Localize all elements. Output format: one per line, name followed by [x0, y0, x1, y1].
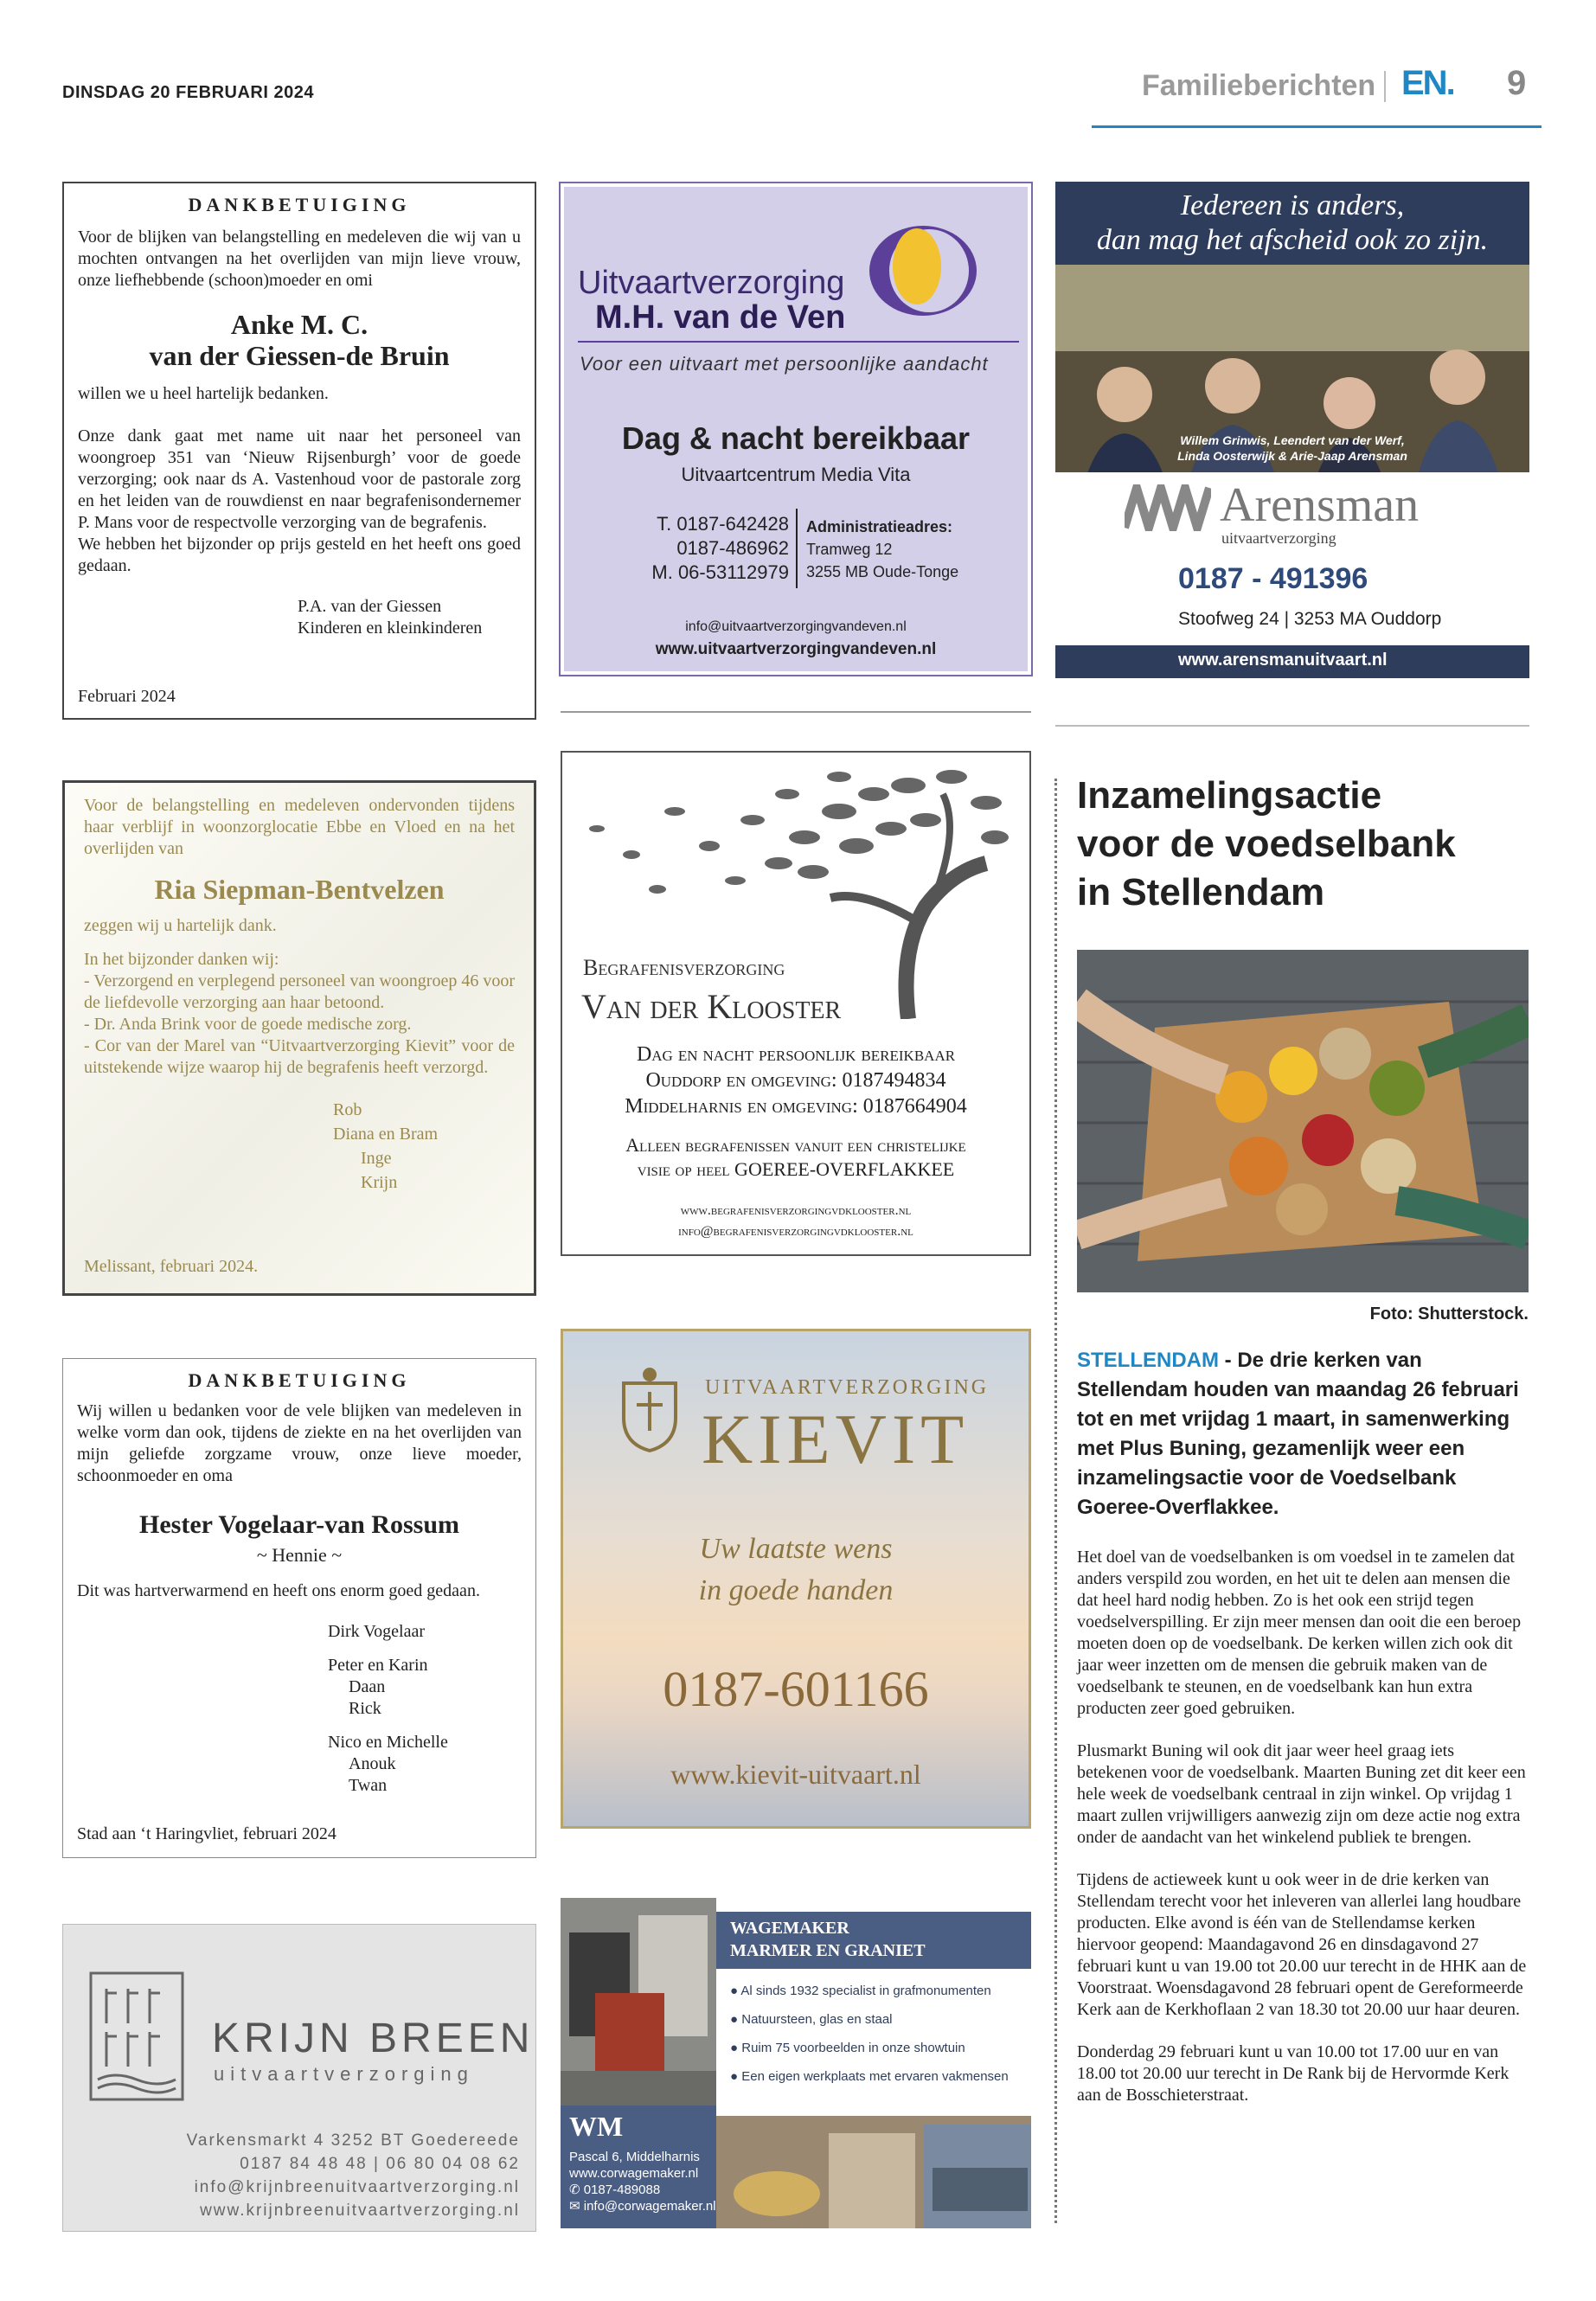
phone: M. 06-53112979 — [651, 561, 789, 583]
bullet-item: ● Natuursteen, glas en staal — [730, 2012, 893, 2027]
wagemaker-logo-icon: WM — [569, 2111, 624, 2142]
slogan-line: in goede handen — [698, 1574, 894, 1606]
column-divider — [1055, 725, 1529, 727]
paragraph: Het doel van de voedselbanken is om voedsel in te zamelen dat anders verspild zou worden, en het uit te delen aan mensen die dat heel hard nodig hebben. Zo is het ook een strijd tegen voedselverspilling. Er zijn meer mensen dan ooit die een beroep moeten doen op de voedselbank. De kerken willen zich ook dit jaar weer inzetten om de mensen die gebruik maken van de voedselbank te steunen, en de voedselbank kan hun extra producten zeer goed gebruiken. — [1077, 1548, 1522, 1718]
deceased-name: Ria Siepman-Bentvelzen — [154, 874, 445, 905]
notice-date: Melissant, februari 2024. — [84, 1257, 259, 1276]
signer: Peter en Karin — [328, 1656, 428, 1675]
signer: Dirk Vogelaar — [328, 1622, 426, 1641]
signer: Anouk — [349, 1754, 396, 1773]
bullet-item: ● Al sinds 1932 specialist in grafmonumenten — [730, 1984, 991, 1998]
kievit-crest-icon — [615, 1366, 684, 1452]
address: Stoofweg 24 | 3253 MA Ouddorp — [1178, 609, 1442, 629]
slogan-line: dan mag het afscheid ook zo zijn. — [1096, 224, 1489, 256]
website-link[interactable]: www.arensmanuitvaart.nl — [1178, 651, 1388, 670]
team-caption — [1055, 433, 1529, 464]
signer: Krijn — [361, 1173, 398, 1192]
thanks-item: - Cor van der Marel van “Uitvaartverzorging Kievit” voor de uitstekende wijze waarop hij de begrafenis heeft verzorgd. — [84, 1036, 515, 1077]
headline-line: in Stellendam — [1077, 871, 1325, 913]
signer: Inge — [361, 1149, 392, 1168]
website-link[interactable]: www.corwagemaker.nl — [569, 2166, 699, 2181]
dateline: STELLENDAM — [1077, 1349, 1219, 1372]
phone-divider — [796, 509, 798, 588]
deceased-name: Hester Vogelaar-van Rossum — [139, 1510, 459, 1539]
column-rule — [1054, 779, 1057, 2223]
bullet-item: ● Ruim 75 voorbeelden in onze showtuin — [730, 2041, 965, 2055]
article-lead — [1077, 1346, 1529, 1522]
statement — [562, 1133, 1029, 1182]
notice-special: In het bijzonder danken wij: — [84, 950, 279, 969]
phone[interactable]: 0187 - 491396 — [1178, 562, 1368, 595]
phone: T. 0187-642428 — [657, 513, 789, 535]
notice-dankbetuiging-siepman — [62, 780, 536, 1296]
slogan-line: Iedereen is anders, — [1180, 189, 1405, 221]
brand-top: UITVAARTVERZORGING — [705, 1376, 990, 1399]
arensman-logo-icon — [1125, 484, 1211, 531]
notice-body-2: We hebben het bijzonder op prijs gesteld en het heeft ons goed gedaan. — [78, 535, 521, 575]
thanks-item: - Dr. Anda Brink voor de goede medische zorg. — [84, 1015, 412, 1034]
ad-kievit — [561, 1329, 1031, 1829]
notice-intro: Voor de belangstelling en medeleven ondervonden tijdens haar verblijf in woonzorglocatie Ebbe en Vloed en na het overlijden van — [84, 796, 515, 858]
title-line: MARMER EN GRANIET — [730, 1941, 926, 1960]
signer: Kinderen en kleinkinderen — [298, 619, 483, 638]
email[interactable]: ✉ info@corwagemaker.nl — [569, 2199, 716, 2214]
headline-line: voor de voedselbank — [1077, 823, 1456, 865]
column-divider — [561, 711, 1031, 713]
phone: Middelharnis en omgeving: 0187664904 — [625, 1095, 967, 1118]
headline-line: Inzamelingsactie — [1077, 774, 1382, 817]
tagline: Voor een uitvaart met persoonlijke aandacht — [580, 353, 989, 375]
notice-thanks: zeggen wij u hartelijk dank. — [84, 916, 277, 935]
notice-dankbetuiging-vogelaar — [62, 1358, 536, 1858]
brand-rule — [578, 341, 1019, 343]
signer: Rick — [349, 1699, 381, 1718]
brand-name: KIEVIT — [702, 1400, 970, 1478]
thanks-item: - Verzorgend en verplegend personeel van woongroep 46 voor de liefdevolle verzorging aan haar betoond. — [84, 971, 515, 1012]
contact — [562, 1201, 1029, 1242]
phone-block — [616, 512, 789, 585]
statement-line: Alleen begrafenissen vanuit een christelijke — [625, 1134, 966, 1156]
brand-name: Uitvaartverzorging — [578, 265, 845, 301]
phone[interactable]: 0187 84 48 48 | 06 80 04 08 62 — [240, 2155, 520, 2173]
phone: 0187-486962 — [676, 537, 789, 559]
ad-van-der-klooster — [561, 751, 1031, 1256]
brand-subtitle: uitvaartverzorging — [214, 2063, 474, 2085]
notice-intro: Wij willen u bedanken voor de vele blijken van medeleven in welke vorm dan ook, tijdens de ziekte en na het overlijden van mijn geliefde zorgzame vrouw, onze lieve moeder, schoonmoeder en oma — [77, 1401, 522, 1485]
article-body — [1077, 1547, 1529, 2106]
availability — [562, 1042, 1029, 1119]
ad-arensman — [1055, 182, 1529, 678]
notice-date: Februari 2024 — [78, 687, 176, 706]
slogan — [563, 1529, 1029, 1612]
address-block — [806, 516, 958, 583]
notice-body: Dit was hartverwarmend en heeft ons enorm goed gedaan. — [77, 1581, 480, 1600]
brand-title — [730, 1917, 926, 1962]
website-link[interactable]: www.uitvaartverzorgingvandeven.nl — [655, 640, 937, 658]
signer: P.A. van der Giessen — [298, 597, 442, 616]
ad-wagemaker — [561, 1898, 1031, 2228]
brand-name-2: Van der Klooster — [581, 987, 842, 1026]
notice-title: DANKBETUIGING — [188, 194, 411, 215]
paragraph: Plusmarkt Buning wil ook dit jaar weer heel graag iets betekenen voor de voedselbank. Maarten Buning zet dit keer een hele week de voedselbank centraal in zijn winkel. Op vrijdag 1 maart zullen vrijwilligers aanwezig zijn om deze actie nog extra onder de aandacht van het winkelend publiek te brengen. — [1077, 1741, 1526, 1847]
workshop-photo — [716, 2116, 1031, 2228]
signers — [328, 1621, 522, 1797]
article-photo — [1077, 950, 1529, 1292]
signer: Daan — [349, 1677, 386, 1696]
notice-body: Onze dank gaat met name uit naar het personeel van woongroep 351 van ‘Nieuw Rijsenburgh’ voor de goede verzorging; ook naar ds A. Vastenhoud voor de pastorale zorg en het leiden van de rouwdienst en naar begrafenisondernemer P. Mans voor de respectvolle verzorging van de begrafenis. — [78, 426, 521, 532]
email[interactable]: info@begrafenisverzorgingvdklooster.nl — [678, 1224, 913, 1239]
website-link[interactable]: www.kievit-uitvaart.nl — [670, 1759, 921, 1790]
notice-date: Stad aan ‘t Haringvliet, februari 2024 — [77, 1824, 337, 1843]
contact — [569, 2149, 716, 2214]
title-line: WAGEMAKER — [730, 1919, 849, 1938]
ad-van-de-ven — [561, 183, 1031, 675]
website-link[interactable]: www.begrafenisverzorgingvdklooster.nl — [680, 1203, 912, 1218]
photo-credit: Foto: Shutterstock. — [1369, 1304, 1529, 1324]
issue-date: DINSDAG 20 FEBRUARI 2024 — [62, 83, 314, 102]
paragraph: Tijdens de actieweek kunt u ook weer in de drie kerken van Stellendam terecht voor het inleveren van allerlei lang houdbare producten. Elke avond is één van de Stellendamse kerken hiervoor geopend: Maandagavond 26 en dinsdagavond 27 februari kunt u van 19.00 tot 20.00 uur terecht in de HHK aan de Voorstraat. Woensdagavond 28 februari opent de Gereformeerde Kerk aan de Kerkhoflaan 2 van 18.30 tot 20.00 uur haar deuren. — [1077, 1870, 1527, 2019]
notice-intro: Voor de blijken van belangstelling en medeleven die wij van u mochten ontvangen na het overlijden van mijn lieve vrouw, onze liefhebbende (schoon)moeder en omi — [78, 228, 521, 290]
phone[interactable]: 0187-601166 — [663, 1661, 929, 1717]
signer: Rob — [333, 1100, 362, 1119]
header-rule — [1092, 125, 1542, 128]
van-de-ven-logo-icon — [858, 223, 988, 318]
deceased-nickname: ~ Hennie ~ — [256, 1544, 343, 1566]
deceased-name-2: van der Giessen-de Bruin — [149, 340, 450, 371]
bullet-list — [730, 1983, 1024, 2085]
address: Pascal 6, Middelharnis — [569, 2150, 700, 2164]
brand-subtitle: uitvaartverzorging — [1221, 529, 1336, 547]
signer: Diana en Bram — [333, 1125, 439, 1144]
caption-line: Linda Oosterwijk & Arie-Jaap Arensman — [1177, 449, 1407, 463]
ad-krijn-breen — [62, 1924, 536, 2232]
brand-name: Arensman — [1220, 478, 1420, 532]
signer: Nico en Michelle — [328, 1733, 448, 1752]
availability-line: Dag en nacht persoonlijk bereikbaar — [636, 1043, 956, 1066]
address-city: 3255 MB Oude-Tonge — [806, 563, 959, 580]
paragraph: Donderdag 29 februari kunt u van 10.00 tot 17.00 uur en van 18.00 tot 20.00 uur terecht in De Rank bij de Hervormde Kerk aan de Bosschieterstraat. — [1077, 2042, 1509, 2105]
address-street: Tramweg 12 — [806, 541, 893, 558]
newspaper-logo: EN. — [1401, 64, 1454, 102]
grave-monuments-photo — [561, 1898, 716, 2106]
address-label: Administratieadres: — [806, 518, 953, 535]
slogan-line: Uw laatste wens — [699, 1533, 893, 1565]
brand-name: Begrafenisverzorging — [583, 955, 785, 980]
email[interactable]: info@krijnbreenuitvaartverzorging.nl — [194, 2178, 520, 2196]
signer: Twan — [349, 1776, 388, 1795]
bullet-item: ● Een eigen werkplaats met ervaren vakmensen — [730, 2069, 1009, 2084]
lead-text: - De drie kerken van Stellendam houden van maandag 26 februari tot en met vrijdag 1 maart, in samenwerking met Plus Buning, gezamenlijk weer een inzamelingsactie voor de Voedselbank Goeree-Overflakkee. — [1077, 1349, 1519, 1519]
slogan — [1055, 189, 1529, 258]
notice-thanks: willen we u heel hartelijk bedanken. — [78, 384, 329, 403]
page-number: 9 — [1507, 64, 1527, 102]
section-title: Familieberichten — [1142, 69, 1376, 102]
notice-title: DANKBETUIGING — [188, 1369, 411, 1391]
caption-line: Willem Grinwis, Leendert van der Werf, — [1180, 433, 1405, 447]
article-headline — [1077, 772, 1527, 917]
signers — [333, 1098, 515, 1195]
phone: Ouddorp en omgeving: 0187494834 — [645, 1069, 946, 1092]
subheadline: Uitvaartcentrum Media Vita — [681, 464, 911, 485]
website-link[interactable]: www.krijnbreenuitvaartverzorging.nl — [200, 2202, 520, 2220]
header-divider — [1384, 71, 1386, 102]
krijn-breen-logo-icon — [89, 1971, 184, 2101]
brand-name-2: M.H. van de Ven — [595, 299, 846, 336]
statement-line: visie op heel GOEREE-OVERFLAKKEE — [637, 1158, 955, 1180]
notice-dankbetuiging-giessen — [62, 182, 536, 720]
phone[interactable]: ✆ 0187-489088 — [569, 2182, 661, 2197]
email[interactable]: info@uitvaartverzorgingvandeven.nl — [685, 619, 907, 634]
contact — [63, 2129, 520, 2222]
address: Varkensmarkt 4 3252 BT Goedereede — [186, 2131, 520, 2150]
headline: Dag & nacht bereikbaar — [621, 420, 971, 456]
brand-name: KRIJN BREEN — [212, 2016, 535, 2061]
deceased-name: Anke M. C. — [230, 309, 369, 340]
